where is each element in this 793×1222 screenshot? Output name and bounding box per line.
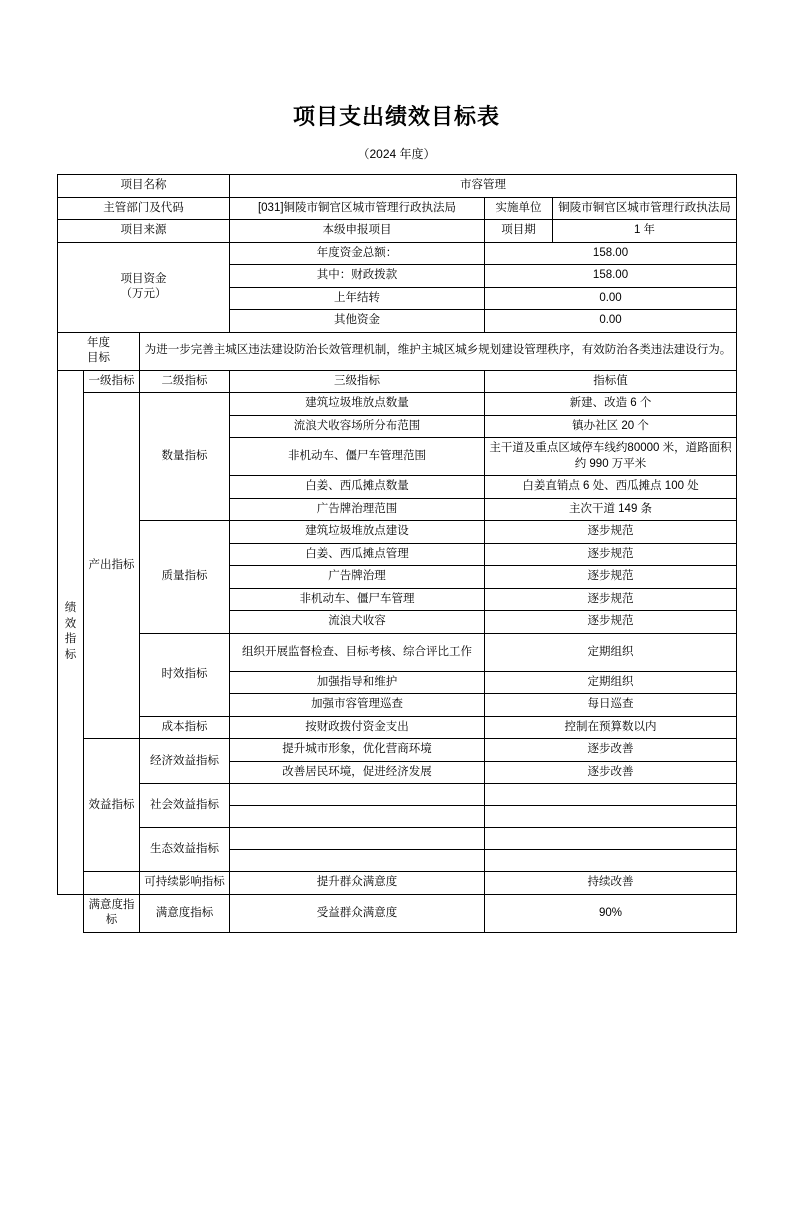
fund-value: 158.00: [485, 265, 737, 288]
indicator-value: 逐步规范: [485, 521, 737, 544]
indicator-value: 持续改善: [485, 872, 737, 895]
indicator-value: [485, 784, 737, 806]
period-value: 1 年: [553, 220, 737, 243]
table-row: [58, 220, 737, 243]
satisfaction-label: 满意度指标: [84, 894, 140, 932]
level3-label: [230, 784, 485, 806]
level3-label: 白姜、西瓜摊点管理: [230, 543, 485, 566]
level3-label: 加强市容管理巡查: [230, 694, 485, 717]
page-subtitle: （2024 年度）: [357, 147, 436, 161]
funds-label-line1: 项目资金: [120, 272, 167, 285]
indicator-value: 控制在预算数以内: [485, 716, 737, 739]
fund-value: 0.00: [485, 310, 737, 333]
level3-label: 改善居民环境，促进经济发展: [230, 761, 485, 784]
level3-label: [230, 806, 485, 828]
table-row: [58, 393, 737, 416]
indicator-value: 主次干道 149 条: [485, 498, 737, 521]
level2-label: 数量指标: [140, 393, 230, 521]
level3-label: [230, 850, 485, 872]
unit-value: 铜陵市铜官区城市管理行政执法局: [553, 197, 737, 220]
indicator-value: 逐步改善: [485, 761, 737, 784]
level3-label: 组织开展监督检查、目标考核、综合评比工作: [230, 633, 485, 671]
level3-label: 建筑垃圾堆放点建设: [230, 521, 485, 544]
table-row: [58, 521, 737, 544]
level2-label: 满意度指标: [140, 894, 230, 932]
funds-label-line2: （万元）: [120, 288, 167, 301]
level3-label: 提升群众满意度: [230, 872, 485, 895]
performance-label: 绩 效 指 标: [58, 370, 84, 894]
indicator-value: 白姜直销点 6 处、西瓜摊点 100 处: [485, 476, 737, 499]
level3-label: 提升城市形象，优化营商环境: [230, 739, 485, 762]
level2-label: 可持续影响指标: [140, 872, 230, 895]
header-level1: 一级指标: [84, 370, 140, 393]
table-row: [58, 370, 737, 393]
table-row: [58, 784, 737, 806]
indicator-value: [485, 806, 737, 828]
indicator-value: 新建、改造 6 个: [485, 393, 737, 416]
level3-label: 非机动车、僵尸车管理范围: [230, 438, 485, 476]
page: [0, 100, 793, 1222]
level3-label: [230, 828, 485, 850]
annual-goal-label: [58, 332, 140, 370]
level2-label: 质量指标: [140, 521, 230, 634]
fund-name: 上年结转: [230, 287, 485, 310]
table-row: [58, 739, 737, 762]
level3-label: 加强指导和维护: [230, 671, 485, 694]
fund-name: 其中：财政拨款: [230, 265, 485, 288]
page-title: 项目支出绩效目标表: [292, 104, 500, 129]
dept-label: 主管部门及代码: [58, 197, 230, 220]
indicator-value: 逐步规范: [485, 543, 737, 566]
annual-goal-text: 为进一步完善主城区违法建设防治长效管理机制，维护主城区城乡规划建设管理秩序，有效防治各类违法建设行为。: [140, 332, 737, 370]
indicator-value: 90%: [485, 894, 737, 932]
source-value: 本级申报项目: [230, 220, 485, 243]
benefit-label: 效益指标: [84, 739, 140, 872]
annual-goal-label-line1: 年度: [87, 336, 110, 349]
fund-name: 年度资金总额：: [230, 242, 485, 265]
level2-label: 生态效益指标: [140, 828, 230, 872]
level3-label: 广告牌治理: [230, 566, 485, 589]
indicator-value: 镇办社区 20 个: [485, 415, 737, 438]
benefit-label-cont: [84, 872, 140, 895]
table-row: [58, 716, 737, 739]
level2-label: 社会效益指标: [140, 784, 230, 828]
funds-label: [58, 242, 230, 332]
table-row: [58, 332, 737, 370]
header-level3: 三级指标: [230, 370, 485, 393]
level3-label: 流浪犬收容: [230, 611, 485, 634]
fund-value: 158.00: [485, 242, 737, 265]
table-row: [58, 197, 737, 220]
table-row: [58, 828, 737, 850]
level2-label: 时效指标: [140, 633, 230, 716]
indicator-value: 逐步改善: [485, 739, 737, 762]
level3-label: 建筑垃圾堆放点数量: [230, 393, 485, 416]
source-label: 项目来源: [58, 220, 230, 243]
table-row: [58, 175, 737, 198]
output-label: 产出指标: [84, 393, 140, 739]
performance-target-table: [57, 174, 737, 933]
indicator-value: 定期组织: [485, 671, 737, 694]
indicator-value: 定期组织: [485, 633, 737, 671]
level3-label: 按财政拨付资金支出: [230, 716, 485, 739]
level3-label: 白姜、西瓜摊点数量: [230, 476, 485, 499]
fund-name: 其他资金: [230, 310, 485, 333]
indicator-value: 逐步规范: [485, 566, 737, 589]
table-row: [58, 242, 737, 265]
level3-label: 流浪犬收容场所分布范围: [230, 415, 485, 438]
indicator-value: 逐步规范: [485, 611, 737, 634]
level3-label: 非机动车、僵尸车管理: [230, 588, 485, 611]
header-value: 指标值: [485, 370, 737, 393]
period-label: 项目期: [485, 220, 553, 243]
indicator-value: 逐步规范: [485, 588, 737, 611]
indicator-value: [485, 828, 737, 850]
fund-value: 0.00: [485, 287, 737, 310]
dept-value: [031]铜陵市铜官区城市管理行政执法局: [230, 197, 485, 220]
indicator-value: [485, 850, 737, 872]
level3-label: 受益群众满意度: [230, 894, 485, 932]
indicator-value: 主干道及重点区域停车线约80000 米，道路面积约 990 万平米: [485, 438, 737, 476]
annual-goal-label-line2: 目标: [87, 352, 110, 365]
table-row: [58, 633, 737, 671]
unit-label: 实施单位: [485, 197, 553, 220]
level2-label: 经济效益指标: [140, 739, 230, 784]
project-name-value: 市容管理: [230, 175, 737, 198]
level3-label: 广告牌治理范围: [230, 498, 485, 521]
level2-label: 成本指标: [140, 716, 230, 739]
indicator-value: 每日巡查: [485, 694, 737, 717]
header-level2: 二级指标: [140, 370, 230, 393]
project-name-label: 项目名称: [58, 175, 230, 198]
